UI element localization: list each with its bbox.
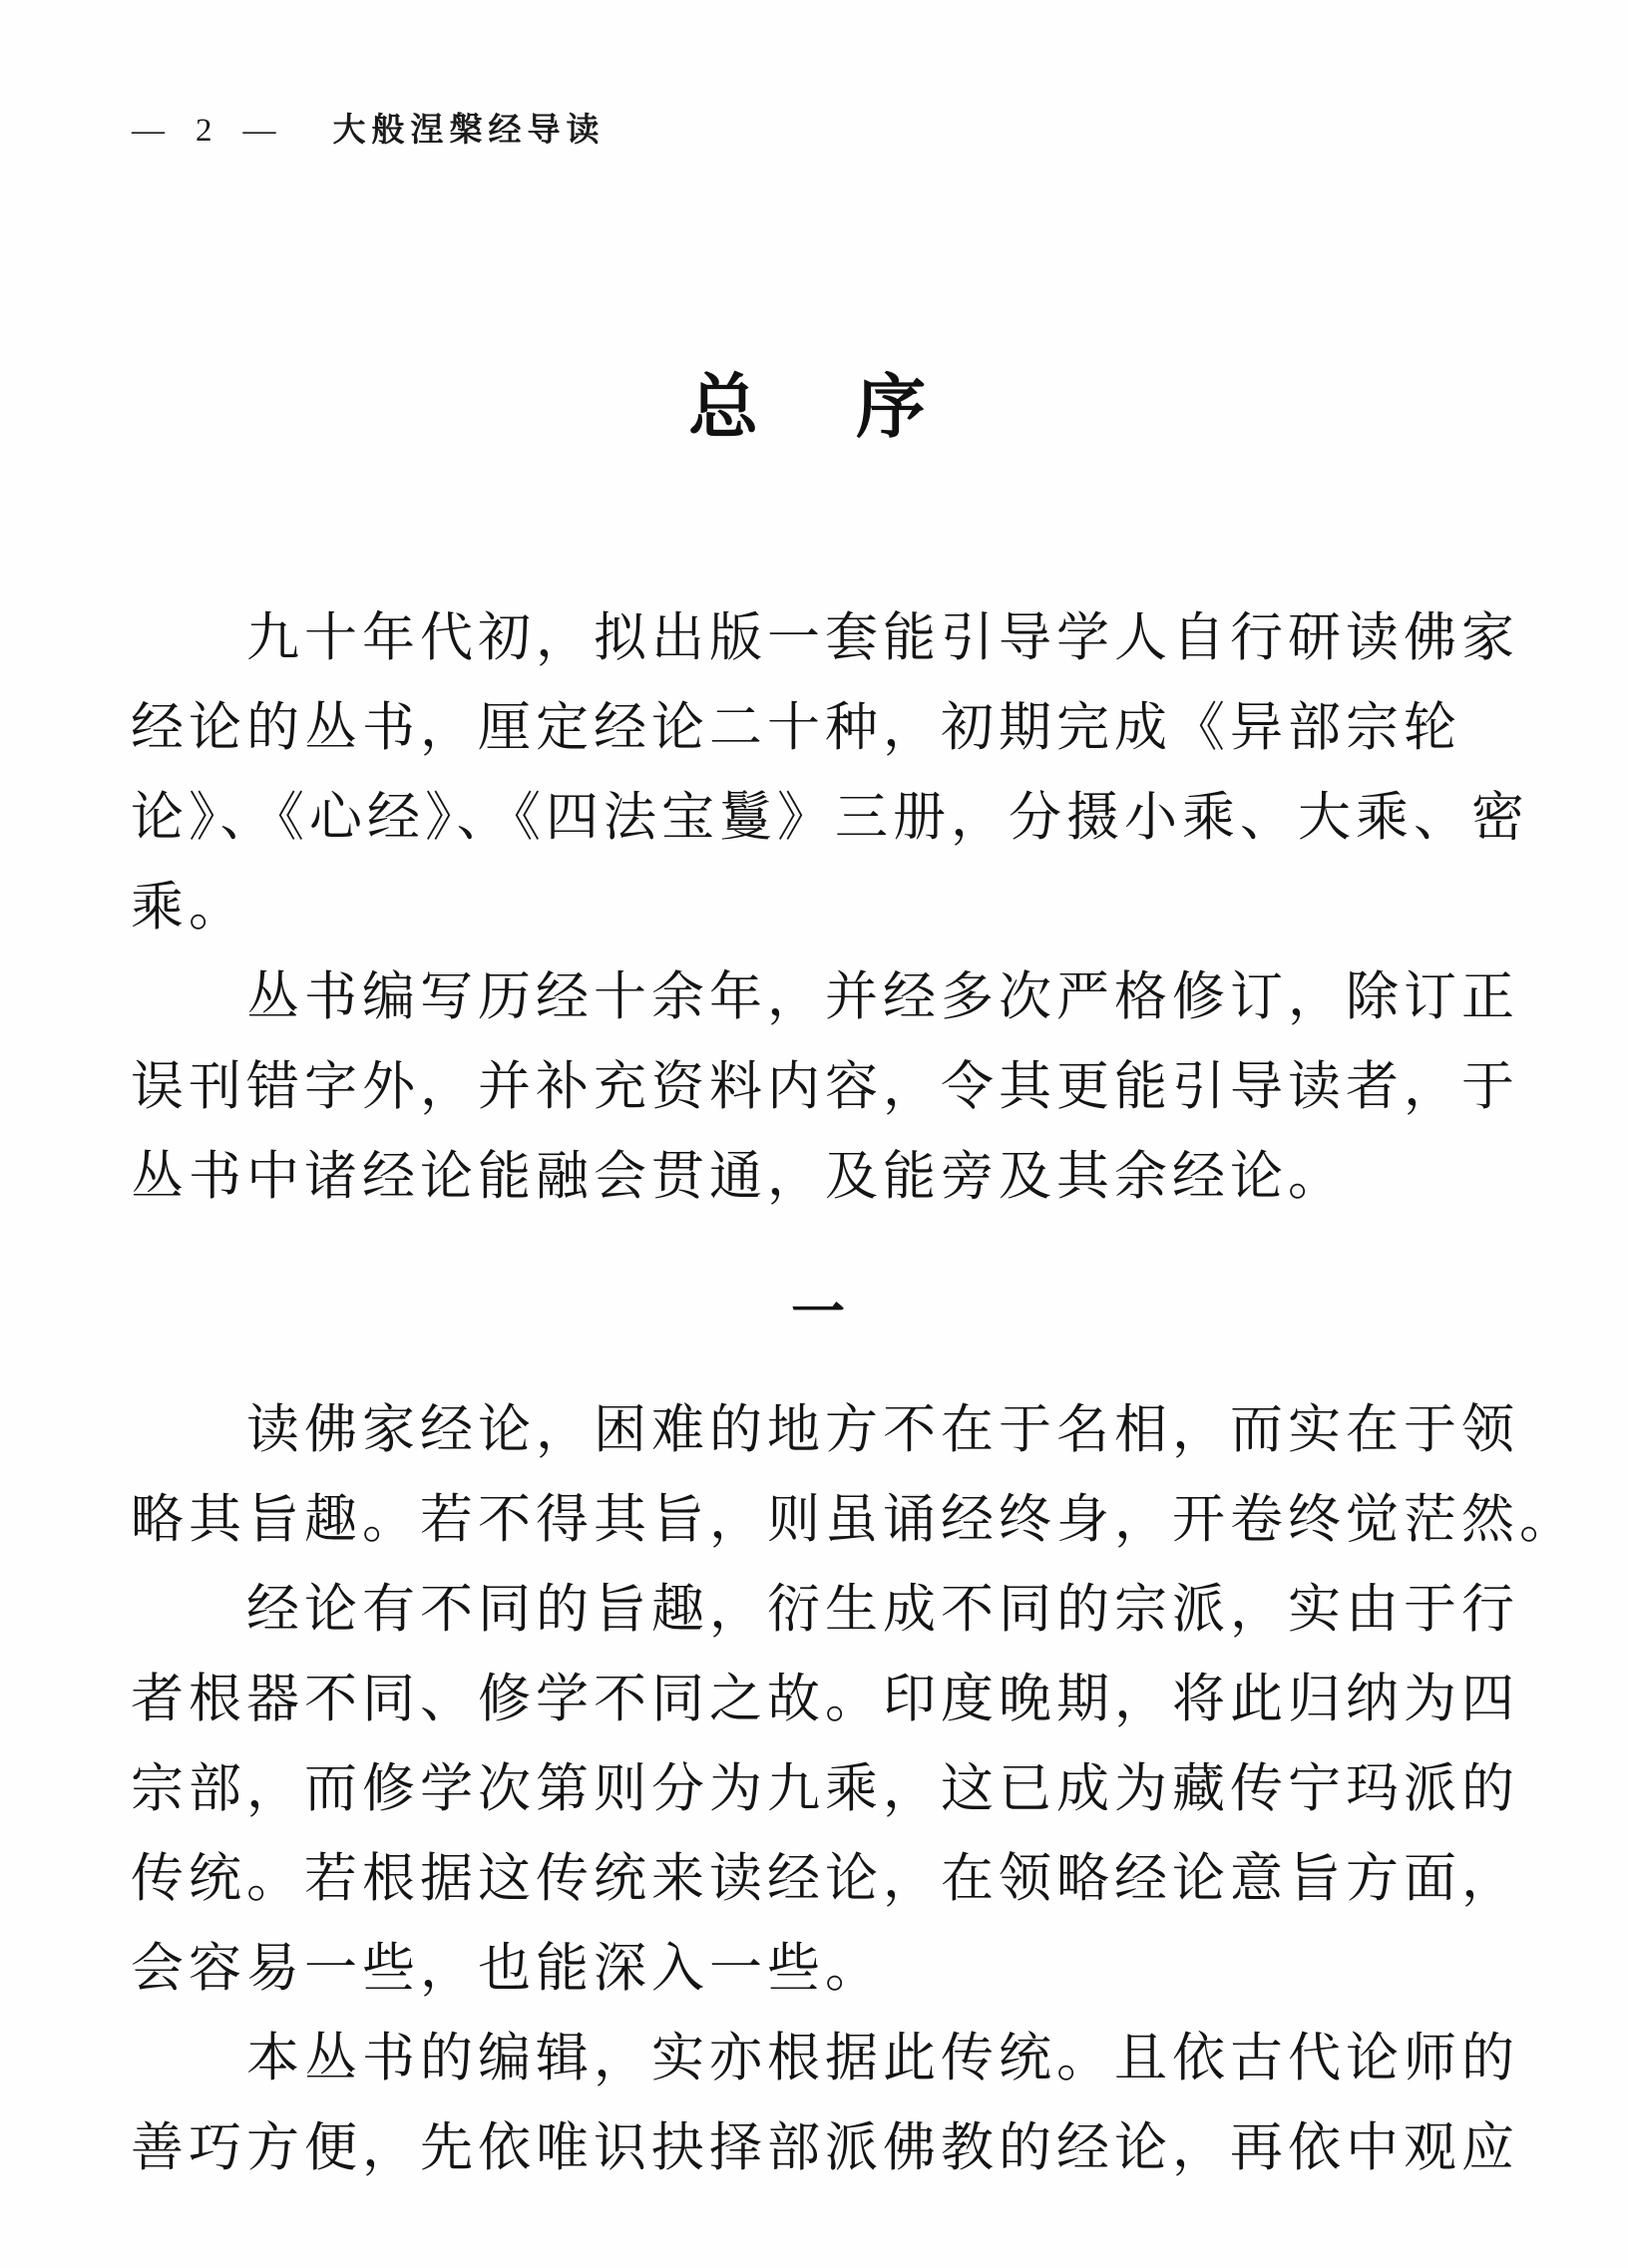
- text-line: 乘。: [131, 879, 246, 937]
- text-line: 略其旨趣。若不得其旨，则虽诵经终身，开卷终觉茫然。: [131, 1491, 1577, 1549]
- section-divider-numeral: 一: [791, 1283, 845, 1342]
- text-line: 九十年代初，拟出版一套能引导学人自行研读佛家: [246, 609, 1519, 667]
- text-line: 误刊错字外，并补充资料内容，令其更能引导读者，于: [131, 1058, 1519, 1116]
- text-line: 读佛家经论，困难的地方不在于名相，而实在于领: [246, 1401, 1519, 1459]
- header-dash-left: —: [132, 113, 168, 149]
- chapter-title: 总 序: [688, 370, 940, 447]
- page-number: 2: [196, 113, 215, 149]
- text-line: 丛书编写历经十余年，并经多次严格修订，除订正: [246, 968, 1519, 1026]
- text-line: 善巧方便，先依唯识抉择部派佛教的经论，再依中观应: [131, 2119, 1519, 2177]
- header-book-title: 大般涅槃经导读: [332, 113, 606, 149]
- text-line: 经论的丛书，厘定经论二十种，初期完成《异部宗轮: [131, 699, 1461, 757]
- text-line: 经论有不同的旨趣，衍生成不同的宗派，实由于行: [246, 1581, 1519, 1639]
- text-line: 传统。若根据这传统来读经论，在领略经论意旨方面，: [131, 1850, 1519, 1908]
- text-line: 宗部，而修学次第则分为九乘，这已成为藏传宁玛派的: [131, 1760, 1519, 1818]
- body-text: [131, 593, 1577, 2193]
- page-header: [132, 104, 606, 151]
- text-line: 丛书中诸经论能融会贯通，及能旁及其余经论。: [131, 1148, 1346, 1206]
- text-line: 论》、《心经》、《四法宝鬘》三册，分摄小乘、大乘、密: [131, 789, 1529, 847]
- text-line: 者根器不同、修学不同之故。印度晚期，将此归纳为四: [131, 1671, 1519, 1728]
- text-line: 本丛书的编辑，实亦根据此传统。且依古代论师的: [246, 2030, 1519, 2087]
- text-line: 会容易一些，也能深入一些。: [131, 1940, 883, 1998]
- header-dash-right: —: [242, 113, 279, 149]
